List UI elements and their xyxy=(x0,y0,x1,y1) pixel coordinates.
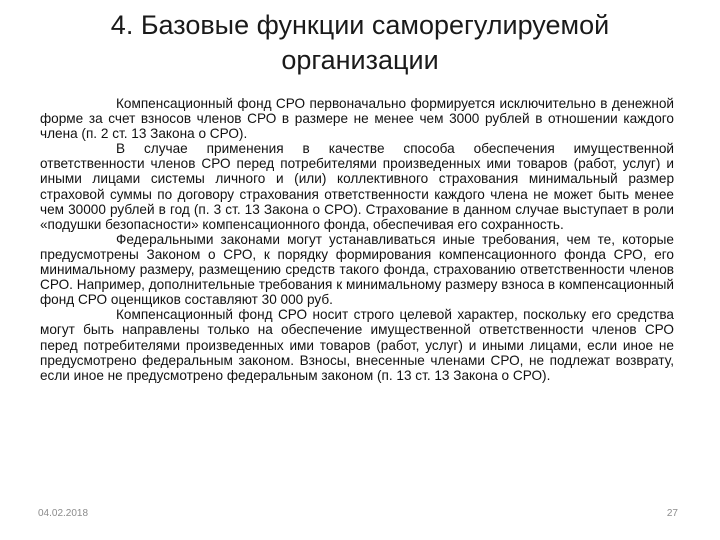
paragraph-fund-purpose: Компенсационный фонд СРО носит строго целевой характер, поскольку его средства могут быть направлены только на обеспечение имущественной ответственности членов СРО перед потребителями произведенных ими товаров (работ, услуг) и иными лицами, если иное не предусмотрено федеральным законом. Взносы, внесенные членами СРО, не подлежат возврату, если иное не предусмотрено федеральным законом (п. 13 ст. 13 Закона о СРО). xyxy=(40,307,674,383)
paragraph-federal-requirements: Федеральными законами могут устанавливаться иные требования, чем те, которые предусмотрены Законом о СРО, к порядку формирования компенсационного фонда СРО, его минимальному размеру, размещению средств такого фонда, страхованию ответственности членов СРО. Например, дополнительные требования к минимальному размеру взноса в компенсационный фонд СРО оценщиков составляют 30 000 руб. xyxy=(40,231,674,308)
slide-title-line-1: 4. Базовые функции саморегулируемой xyxy=(110,10,610,40)
slide-title-line-2: организации xyxy=(281,45,439,75)
slide-title xyxy=(80,8,640,78)
page-number: 27 xyxy=(666,508,678,519)
slide-body xyxy=(40,96,674,383)
paragraph-compensation-fund-formation: Компенсационный фонд СРО первоначально формируется исключительно в денежной форме за счет взносов членов СРО в размере не менее чем 3000 рублей в отношении каждого члена (п. 2 ст. 13 Закона о СРО). xyxy=(40,96,674,142)
paragraph-liability-insurance: В случае применения в качестве способа обеспечения имущественной ответственности членов СРО перед потребителями произведенных ими товаров (работ, услуг) и иными лицами системы личного и (или) коллективного страхования минимальный размер страховой суммы по договору страхования ответственности каждого члена не может быть менее чем 30000 рублей в год (п. 3 ст. 13 Закона о СРО). Страхование в данном случае выступает в роли «подушки безопасности» компенсационного фонда, обеспечивая его сохранность. xyxy=(40,141,674,232)
footer-date: 04.02.2018 xyxy=(38,508,89,519)
